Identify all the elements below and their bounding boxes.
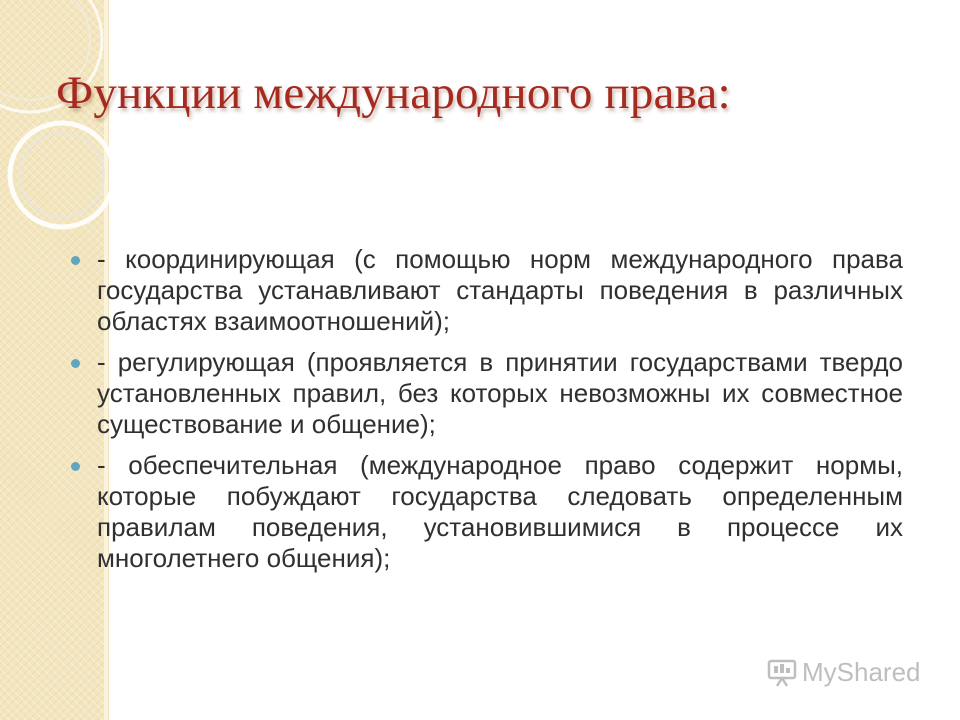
watermark	[766, 656, 921, 688]
decorative-circles	[0, 0, 200, 260]
bullet-item-regulating	[97, 347, 903, 440]
bullet-item-coordinating	[97, 244, 903, 337]
watermark-text: MyShared	[802, 656, 921, 687]
bullet-item-securing	[97, 450, 903, 574]
presentation-screen-icon	[766, 656, 798, 688]
bullet-text: - регулирующая (проявляется в принятии государствами твердо установленных правил, без которых невозможны их совместное существование и общение);	[97, 347, 903, 439]
bullet-text: - обеспечительная (международное право содержит нормы, которые побуждают государства следовать определенным правилам поведения, установившимися в процессе их многолетнего общения);	[97, 450, 903, 573]
slide-title: Функции международного права:	[56, 67, 731, 119]
bullet-dot-icon	[71, 359, 80, 368]
bullet-list	[97, 244, 903, 584]
bullet-text: - координирующая (с помощью норм международного права государства устанавливают стандарты поведения в различных областях взаимоотношений);	[97, 244, 903, 336]
bullet-dot-icon	[71, 462, 80, 471]
bullet-dot-icon	[71, 256, 80, 265]
